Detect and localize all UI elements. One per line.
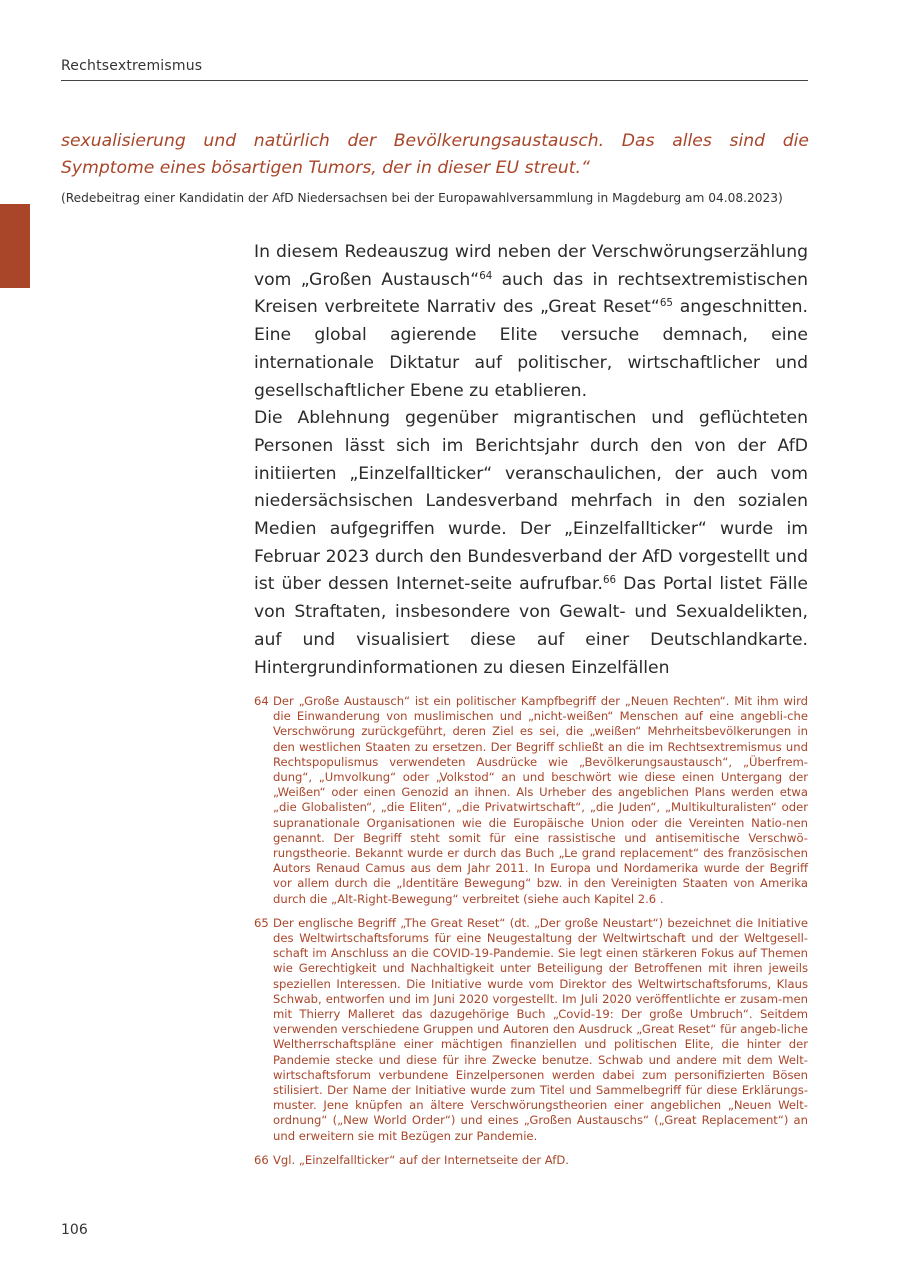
footnote-text: Vgl. „Einzelfallticker“ auf der Internetseite der AfD. — [273, 1152, 569, 1167]
footnotes — [254, 694, 808, 1177]
footnote-ref-66[interactable]: 66 — [602, 574, 617, 587]
footnote-ref-65[interactable]: 65 — [659, 297, 673, 310]
paragraph-1-part-a: In diesem Redeauszug wird neben der Verschwörungserzählung vom „Großen Austausch“ — [254, 242, 808, 290]
paragraph-1-part-b: auch das in rechtsextremistischen Kreisen verbreitete Narrativ des „Great Reset“ — [254, 269, 808, 318]
quote-text: sexualisierung und natürlich der Bevölkerungsaustausch. Das alles sind die Symptome eines bösartigen Tumors, der in dieser EU streut.“ — [61, 131, 809, 178]
footnote-64 — [254, 694, 808, 907]
running-header: Rechtsextremismus — [61, 58, 808, 81]
footnote-text: Der englische Begriff „The Great Reset“ (dt. „Der große Neustart“) bezeichnet die Initiative des Weltwirtschaftsforums für eine Neugestaltung der Weltwirtschaft und der Weltgesell-schaft im Anschluss an die COVID-19-Pandemie. Sie legt einen stärkeren Fokus auf Themen wie Gerechtigkeit und Nachhaltigkeit unter Beteiligung der Betroffenen mit ihren jeweils speziellen Interessen. Die Initiative wurde vom Direktor des Weltwirtschaftsforums, Klaus Schwab, entworfen und im Juni 2020 vorgestellt. Im Juli 2020 veröffentlichte er zusam-men mit Thierry Malleret das dazugehörige Buch „Covid-19: Der große Umbruch“. Seitdem verwenden verschiedene Gruppen und Autoren den Ausdruck „Great Reset“ für angeb-liche Weltherrschaftspläne einer mächtigen finanziellen und politischen Elite, die hinter der Pandemie stecke und diese für ihre Zwecke benutze. Schwab und andere mit dem Welt-wirtschaftsforum verbundene Einzelpersonen werden dabei zum personifizierten Bösen stilisiert. Der Name der Initiative wurde zum Titel und Sammelbegriff für diese Erklärungs-muster. Jene knüpfen an ältere Verschwörungstheorien einer angeblichen „Neuen Welt-ordnung“ („New World Order“) und eines „Großen Austauschs“ („Great Replacement“) an und erweitern sie mit Bezügen zur Pandemie. — [273, 915, 808, 1143]
footnote-text: Der „Große Austausch“ ist ein politischer Kampfbegriff der „Neuen Rechten“. Mit ihm wird die Einwanderung von muslimischen und „nicht-weißen“ Menschen auf eine angebli-che Verschwörung zurückgeführt, deren Ziel es sei, die „weißen“ Mehrheitsbevölkerungen in den westlichen Staaten zu ersetzen. Der Begriff schließt an die im Rechtsextremismus und Rechtspopulismus verwendeten Ausdrücke wie „Bevölkerungsaustausch“, „Überfrem-dung“, „Umvolkung“ oder „Volkstod“ an und beschwört wie diese einen Untergang der „Weißen“ oder einen Genozid an ihnen. Als Urheber des angeblichen Plans werden etwa „die Globalisten“, „die Eliten“, „die Privatwirtschaft“, „die Juden“, „Multikulturalisten“ oder supranationale Organisationen wie die Europäische Union oder die Vereinten Natio-nen genannt. Der Begriff steht somit für eine rassistische und antisemitische Verschwö-rungstheorie. Bekannt wurde er durch das Buch „Le grand replacement“ des französischen Autors Renaud Camus aus dem Jahr 2011. In Europa und Nordamerika wurde der Begriff vor allem durch die „Identitäre Bewegung“ bzw. in den Vereinigten Staaten von Amerika durch die „Alt-Right-Bewegung“ verbreitet (siehe auch Kapitel 2.6 . — [273, 694, 808, 906]
paragraph-2-part-a: Die Ablehnung gegenüber migrantischen und geflüchteten Personen lässt sich im Berichtsjahr durch den von der AfD initiierten „Einzelfallticker“ veranschaulichen, der auch vom niedersächsischen Landesverband mehrfach in den sozialen Medien aufgegriffen wurde. Der „Einzelfallticker“ wurde im Februar 2023 durch den Bundesverband der AfD vorgestellt und ist über dessen Internet-seite aufrufbar. — [254, 408, 808, 595]
quote-source: (Redebeitrag einer Kandidatin der AfD Niedersachsen bei der Europawahlversammlung in Magdeburg am 04.08.2023) — [61, 191, 783, 205]
body-text — [254, 239, 808, 682]
footnote-ref-64[interactable]: 64 — [479, 269, 493, 282]
footnote-number: 66 — [254, 1152, 269, 1167]
footnote-65 — [254, 916, 808, 1144]
footnote-66 — [254, 1153, 808, 1168]
chapter-tab-marker — [0, 204, 30, 288]
footnote-number: 64 — [254, 694, 269, 708]
paragraph-2 — [254, 405, 808, 682]
paragraph-2-part-b: Das Portal listet Fälle von Straftaten, insbesondere von Gewalt- und Sexualdelikten, auf und visualisiert diese auf einer Deutschlandkarte. Hintergrundinformationen zu diesen Einzelfällen — [254, 574, 808, 678]
page-number: 106 — [61, 1222, 88, 1238]
paragraph-1-part-c: angeschnitten. Eine global agierende Elite versuche demnach, eine internationale Diktatur auf politischer, wirtschaftlicher und gesellschaftlicher Ebene zu etablieren. — [254, 297, 809, 401]
paragraph-1 — [254, 239, 808, 405]
footnote-number: 65 — [254, 915, 269, 930]
